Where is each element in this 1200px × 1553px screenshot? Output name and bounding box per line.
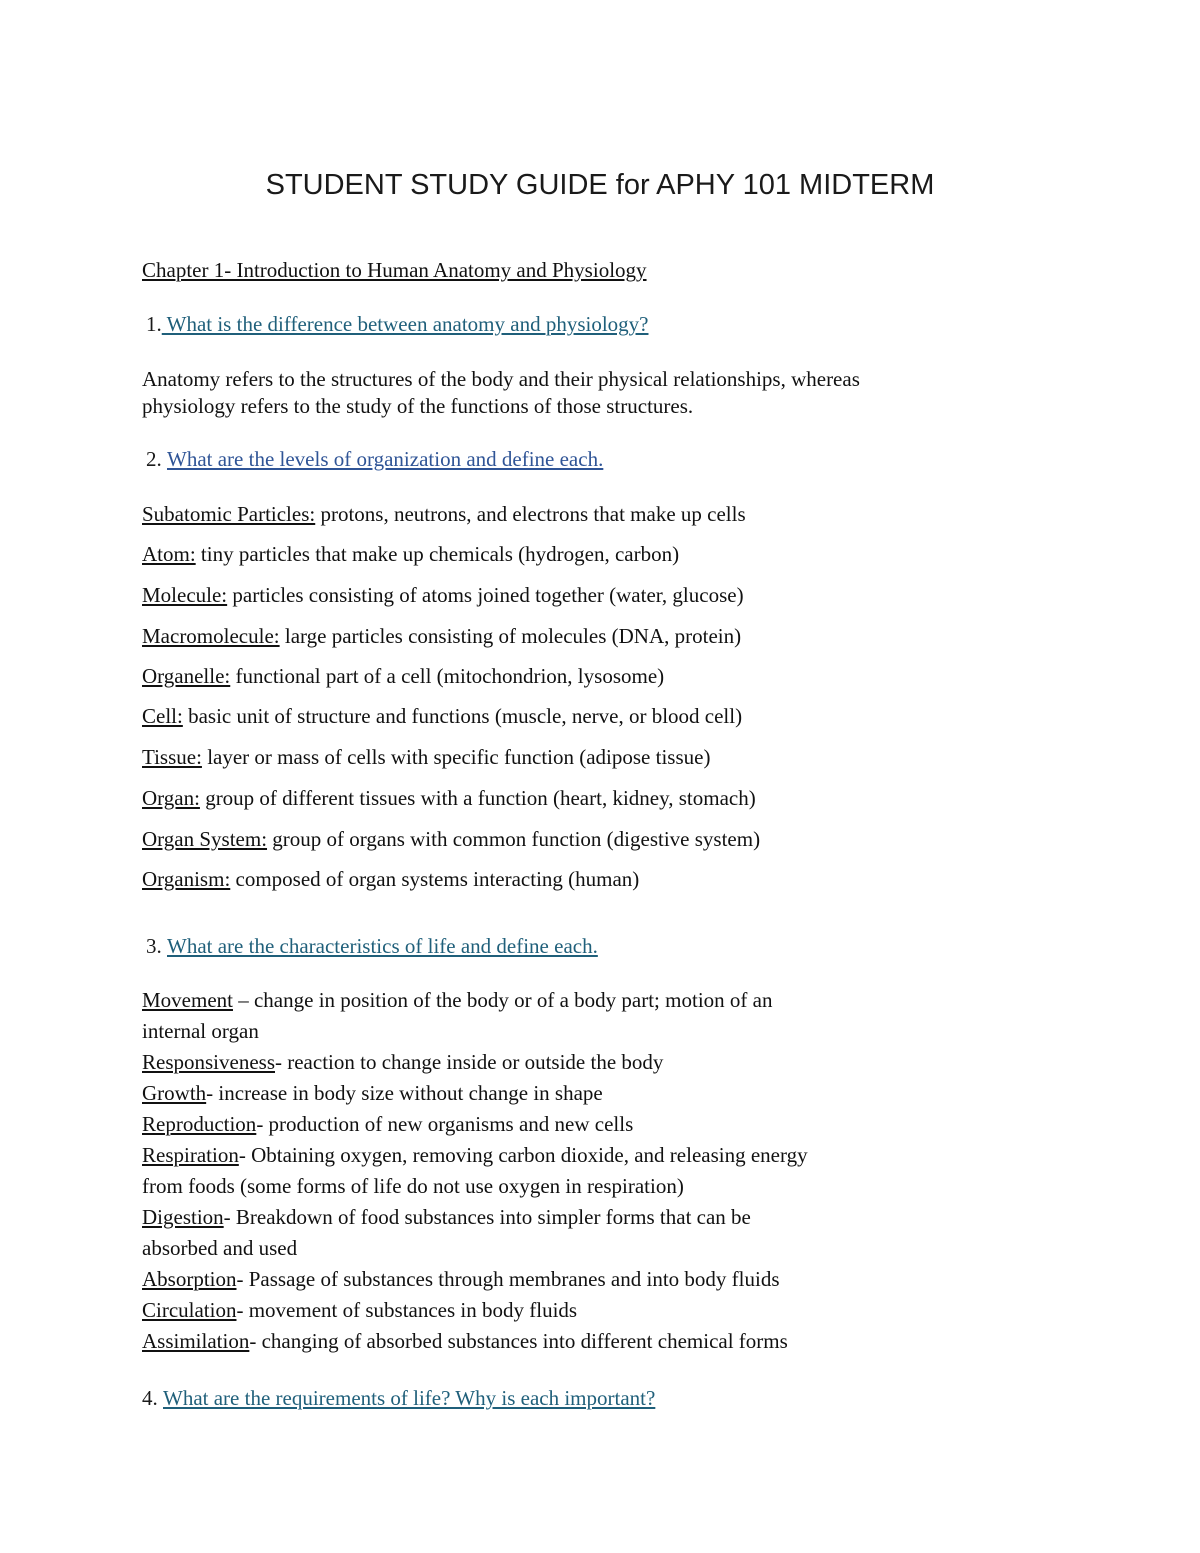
characteristic-desc: - increase in body size without change in shape: [206, 1081, 603, 1105]
page-title: STUDENT STUDY GUIDE for APHY 101 MIDTERM: [265, 169, 935, 201]
characteristic-item: [142, 1078, 808, 1109]
level-item: [142, 825, 760, 853]
answer-1-line-1: Anatomy refers to the structures of the body and their physical relationships, whereas: [142, 367, 860, 391]
level-item: [142, 622, 741, 650]
characteristic-continuation: absorbed and used: [142, 1236, 298, 1260]
characteristic-term: Growth: [142, 1081, 207, 1105]
level-item: [142, 581, 744, 609]
level-desc: tiny particles that make up chemicals (hydrogen, carbon): [195, 542, 680, 566]
characteristic-desc: - movement of substances in body fluids: [236, 1298, 578, 1322]
level-item: [142, 500, 746, 528]
question-number: 1.: [146, 312, 162, 336]
level-desc: large particles consisting of molecules (DNA, protein): [279, 624, 742, 648]
characteristic-item: [142, 1047, 808, 1078]
characteristic-item: [142, 1140, 808, 1171]
level-desc: group of organs with common function (digestive system): [267, 827, 761, 851]
question-3: [146, 932, 598, 960]
level-term: Molecule:: [142, 583, 228, 607]
characteristic-continuation: from foods (some forms of life do not use oxygen in respiration): [142, 1174, 684, 1198]
characteristic-item: [142, 1202, 808, 1233]
characteristic-item: [142, 1109, 808, 1140]
question-number: 3.: [146, 934, 162, 958]
level-desc: functional part of a cell (mitochondrion, lysosome): [230, 664, 665, 688]
level-term: Organ System:: [142, 827, 268, 851]
level-desc: protons, neutrons, and electrons that make up cells: [315, 502, 746, 526]
characteristics-list: [142, 985, 808, 1357]
characteristic-item: [142, 1264, 808, 1295]
characteristic-term: Responsiveness: [142, 1050, 275, 1074]
characteristic-term: Respiration: [142, 1143, 239, 1167]
level-desc: particles consisting of atoms joined together (water, glucose): [227, 583, 744, 607]
characteristic-desc: – change in position of the body or of a body part; motion of an: [232, 988, 773, 1012]
level-item: [142, 865, 639, 893]
characteristic-term: Digestion: [142, 1205, 224, 1229]
level-desc: layer or mass of cells with specific function (adipose tissue): [201, 745, 711, 769]
answer-1-line-2: physiology refers to the study of the functions of those structures.: [142, 394, 694, 418]
level-term: Organelle:: [142, 664, 231, 688]
level-item: [142, 540, 679, 568]
level-item: [142, 702, 742, 730]
level-item: [142, 743, 710, 771]
level-desc: basic unit of structure and functions (muscle, nerve, or blood cell): [182, 704, 743, 728]
characteristic-term: Circulation: [142, 1298, 237, 1322]
characteristic-desc: - Breakdown of food substances into simpler forms that can be: [223, 1205, 751, 1229]
question-text: What are the levels of organization and define each.: [167, 447, 604, 471]
question-number: 4.: [142, 1386, 158, 1410]
characteristic-desc: - changing of absorbed substances into different chemical forms: [249, 1329, 788, 1353]
level-item: [142, 662, 664, 690]
question-2: [146, 445, 603, 473]
level-term: Macromolecule:: [142, 624, 280, 648]
characteristic-term: Absorption: [142, 1267, 237, 1291]
level-desc: composed of organ systems interacting (human): [230, 867, 640, 891]
chapter-heading: Chapter 1- Introduction to Human Anatomy and Physiology: [142, 258, 647, 282]
level-term: Organism:: [142, 867, 231, 891]
characteristic-desc: - Passage of substances through membranes and into body fluids: [236, 1267, 780, 1291]
level-term: Atom:: [142, 542, 196, 566]
characteristic-term: Movement: [142, 988, 233, 1012]
level-term: Tissue:: [142, 745, 202, 769]
level-desc: group of different tissues with a function (heart, kidney, stomach): [199, 786, 756, 810]
level-term: Cell:: [142, 704, 183, 728]
characteristic-item: [142, 1326, 808, 1357]
question-4: [142, 1384, 655, 1412]
question-1: [146, 310, 648, 338]
level-term: Organ:: [142, 786, 200, 810]
characteristic-desc: - reaction to change inside or outside the body: [275, 1050, 664, 1074]
level-term: Subatomic Particles:: [142, 502, 316, 526]
question-text: What are the requirements of life? Why is each important?: [163, 1386, 656, 1410]
question-number: 2.: [146, 447, 162, 471]
characteristic-term: Assimilation: [142, 1329, 250, 1353]
characteristic-desc: - Obtaining oxygen, removing carbon dioxide, and releasing energy: [238, 1143, 808, 1167]
question-text: What is the difference between anatomy and physiology?: [161, 312, 649, 336]
characteristic-item: [142, 985, 808, 1016]
level-item: [142, 784, 756, 812]
characteristic-item: [142, 1295, 808, 1326]
question-text: What are the characteristics of life and define each.: [167, 934, 598, 958]
characteristic-term: Reproduction: [142, 1112, 257, 1136]
characteristic-desc: - production of new organisms and new cells: [256, 1112, 634, 1136]
characteristic-continuation: internal organ: [142, 1019, 259, 1043]
